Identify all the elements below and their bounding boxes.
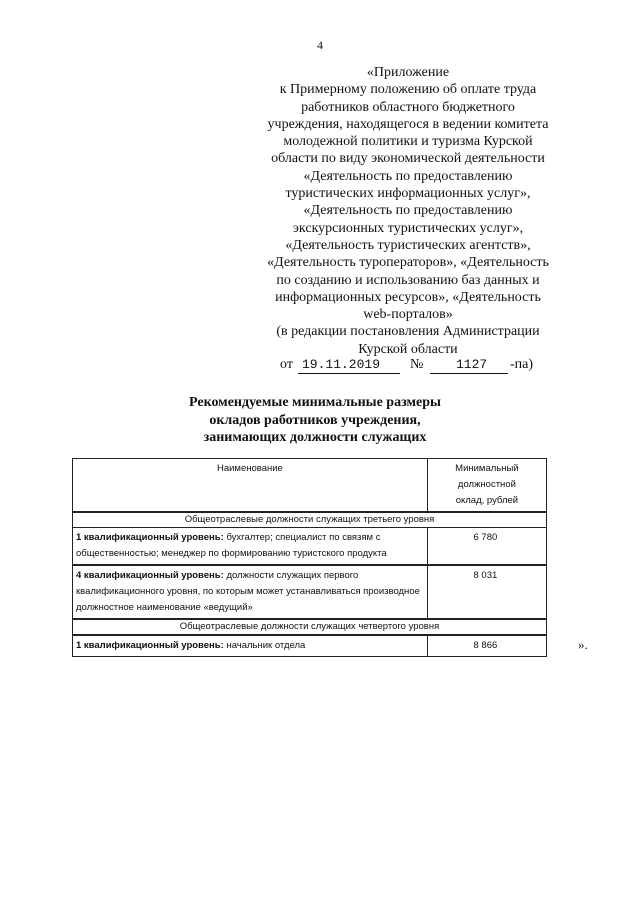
appendix-header	[250, 64, 566, 358]
number-underline	[430, 373, 508, 374]
appendix-line: web-порталов»	[363, 307, 453, 323]
document-heading	[150, 394, 480, 447]
salary-header-line: оклад, рублей	[455, 495, 519, 506]
document-date: 19.11.2019	[302, 357, 381, 372]
salary-header-line: должностной	[457, 479, 516, 490]
number-suffix: -па)	[510, 357, 534, 372]
date-underline	[298, 373, 400, 374]
page-number: 4	[317, 38, 323, 52]
appendix-line: туристических информационных услуг»,	[285, 186, 531, 202]
appendix-line: (в редакции постановления Администрации	[276, 324, 540, 340]
group-title: Общеотраслевые должности служащих третьего уровня	[73, 512, 547, 528]
document-number: 1127	[456, 357, 488, 372]
number-label: №	[410, 357, 424, 372]
column-header-salary	[427, 459, 546, 513]
appendix-line: информационных ресурсов», «Деятельность	[275, 289, 541, 305]
table-header-row	[73, 459, 547, 513]
position-text: должности служащих первого квалификационного уровня, по которым может устанавливаться производное должностное наименование «ведущий»	[76, 570, 420, 613]
closing-quote-mark: ».	[578, 637, 588, 652]
position-cell	[73, 565, 428, 619]
position-text: бухгалтер; специалист по связям с общественностью; менеджер по формированию туристского продукта	[76, 532, 387, 559]
position-cell	[73, 635, 428, 657]
position-text: начальник отдела	[223, 640, 306, 651]
appendix-line: учреждения, находящегося в ведении комитета	[267, 116, 549, 132]
level-label: 1 квалификационный уровень:	[76, 532, 224, 543]
appendix-line: «Деятельность по предоставлению	[303, 203, 513, 219]
salary-header-line: Минимальный	[455, 463, 519, 474]
appendix-line: молодежной политики и туризма Курской	[283, 134, 533, 150]
appendix-line: к Примерному положению об оплате труда	[279, 82, 537, 98]
level-label: 1 квалификационный уровень:	[76, 640, 224, 651]
group-row	[73, 619, 547, 635]
from-label: от	[280, 357, 293, 372]
table-row	[73, 565, 547, 619]
appendix-line: «Деятельность туроператоров», «Деятельность	[267, 255, 549, 271]
heading-line: занимающих должности служащих	[203, 430, 427, 445]
position-cell	[73, 528, 428, 566]
table-row	[73, 635, 547, 657]
salary-cell: 6 780	[427, 528, 546, 566]
appendix-line: Курской области	[358, 341, 458, 357]
group-title: Общеотраслевые должности служащих четвертого уровня	[73, 619, 547, 635]
level-label: 4 квалификационный уровень:	[76, 570, 224, 581]
group-row	[73, 512, 547, 528]
heading-line: Рекомендуемые минимальные размеры	[188, 395, 441, 410]
appendix-line: «Деятельность по предоставлению	[303, 168, 513, 184]
column-header-name: Наименование	[73, 459, 428, 513]
salary-cell: 8 866	[427, 635, 546, 657]
appendix-line: области по виду экономической деятельности	[271, 151, 545, 167]
appendix-line: «Деятельность туристических агентств»,	[285, 237, 531, 253]
salary-table	[72, 458, 547, 657]
appendix-line: работников областного бюджетного	[301, 99, 515, 115]
appendix-line: экскурсионных туристических услуг»,	[292, 220, 524, 236]
salary-cell: 8 031	[427, 565, 546, 619]
appendix-line: «Приложение	[366, 65, 450, 80]
table-row	[73, 528, 547, 566]
appendix-line: по созданию и использованию баз данных и	[276, 272, 540, 288]
heading-line: окладов работников учреждения,	[209, 412, 421, 428]
